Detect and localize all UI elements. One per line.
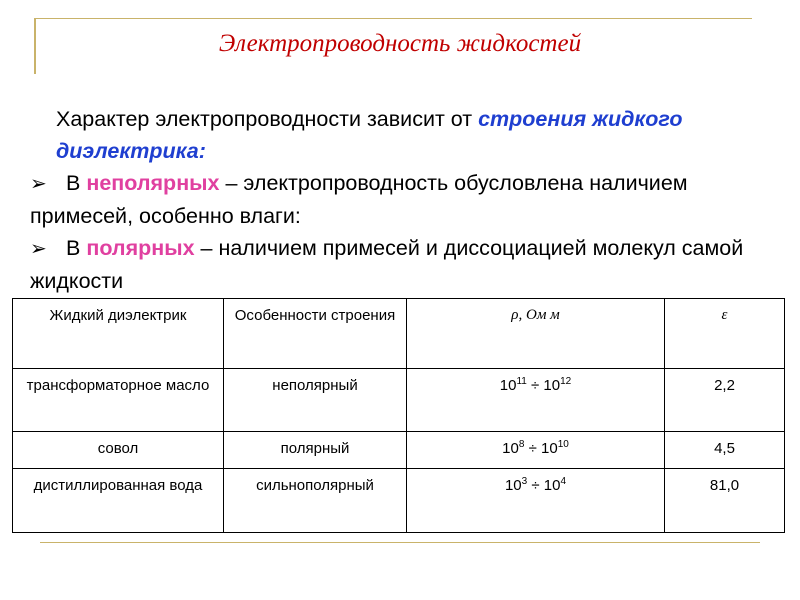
table-row xyxy=(13,432,785,469)
cell-structure: полярный xyxy=(224,432,407,469)
arrow-bullet-icon: ➢ xyxy=(30,173,47,195)
bullet-item-polar xyxy=(30,232,765,297)
table-header-row xyxy=(13,299,785,369)
cell-resistivity: $10^8 \div 10^{10}$ xyxy=(407,432,665,469)
header-liquid: Жидкий диэлектрик xyxy=(13,299,224,369)
body-text xyxy=(30,103,765,297)
cell-structure: сильнополярный xyxy=(224,469,407,533)
table-row xyxy=(13,469,785,533)
intro-emphasis: строения жидкого диэлектрика: xyxy=(56,107,683,163)
bullet-lead: В xyxy=(66,236,87,260)
bullet-rest: – наличием примесей и диссоциацией молекул самой жидкости xyxy=(30,236,744,293)
cell-liquid: дистиллированная вода xyxy=(13,469,224,533)
cell-resistivity: $10^{11} \div 10^{12}$ xyxy=(407,369,665,432)
intro-paragraph xyxy=(30,103,765,167)
table-row xyxy=(13,369,785,432)
cell-liquid: совол xyxy=(13,432,224,469)
cell-permittivity: 4,5 xyxy=(665,432,785,469)
bullet-emphasis: неполярных xyxy=(86,171,220,195)
bullet-item-nonpolar xyxy=(30,167,765,232)
header-permittivity: ε xyxy=(665,299,785,369)
decorative-top-rule xyxy=(34,18,752,19)
bullet-lead: В xyxy=(66,171,87,195)
dielectric-table xyxy=(12,298,785,533)
cell-permittivity: 81,0 xyxy=(665,469,785,533)
arrow-bullet-icon: ➢ xyxy=(30,238,47,260)
cell-structure: неполярный xyxy=(224,369,407,432)
cell-resistivity: $10^3 \div 10^4$ xyxy=(407,469,665,533)
decorative-bottom-rule xyxy=(40,542,760,543)
header-resistivity: ρ, Ом м xyxy=(407,299,665,369)
bullet-rest: – электропроводность обусловлена наличием примесей, особенно влаги: xyxy=(30,171,688,228)
cell-permittivity: 2,2 xyxy=(665,369,785,432)
slide-title: Электропроводность жидкостей xyxy=(218,30,582,57)
bullet-emphasis: полярных xyxy=(86,236,195,260)
intro-prefix: Характер электропроводности зависит от xyxy=(56,107,479,131)
cell-liquid: трансформаторное масло xyxy=(13,369,224,432)
header-structure: Особенности строения xyxy=(224,299,407,369)
